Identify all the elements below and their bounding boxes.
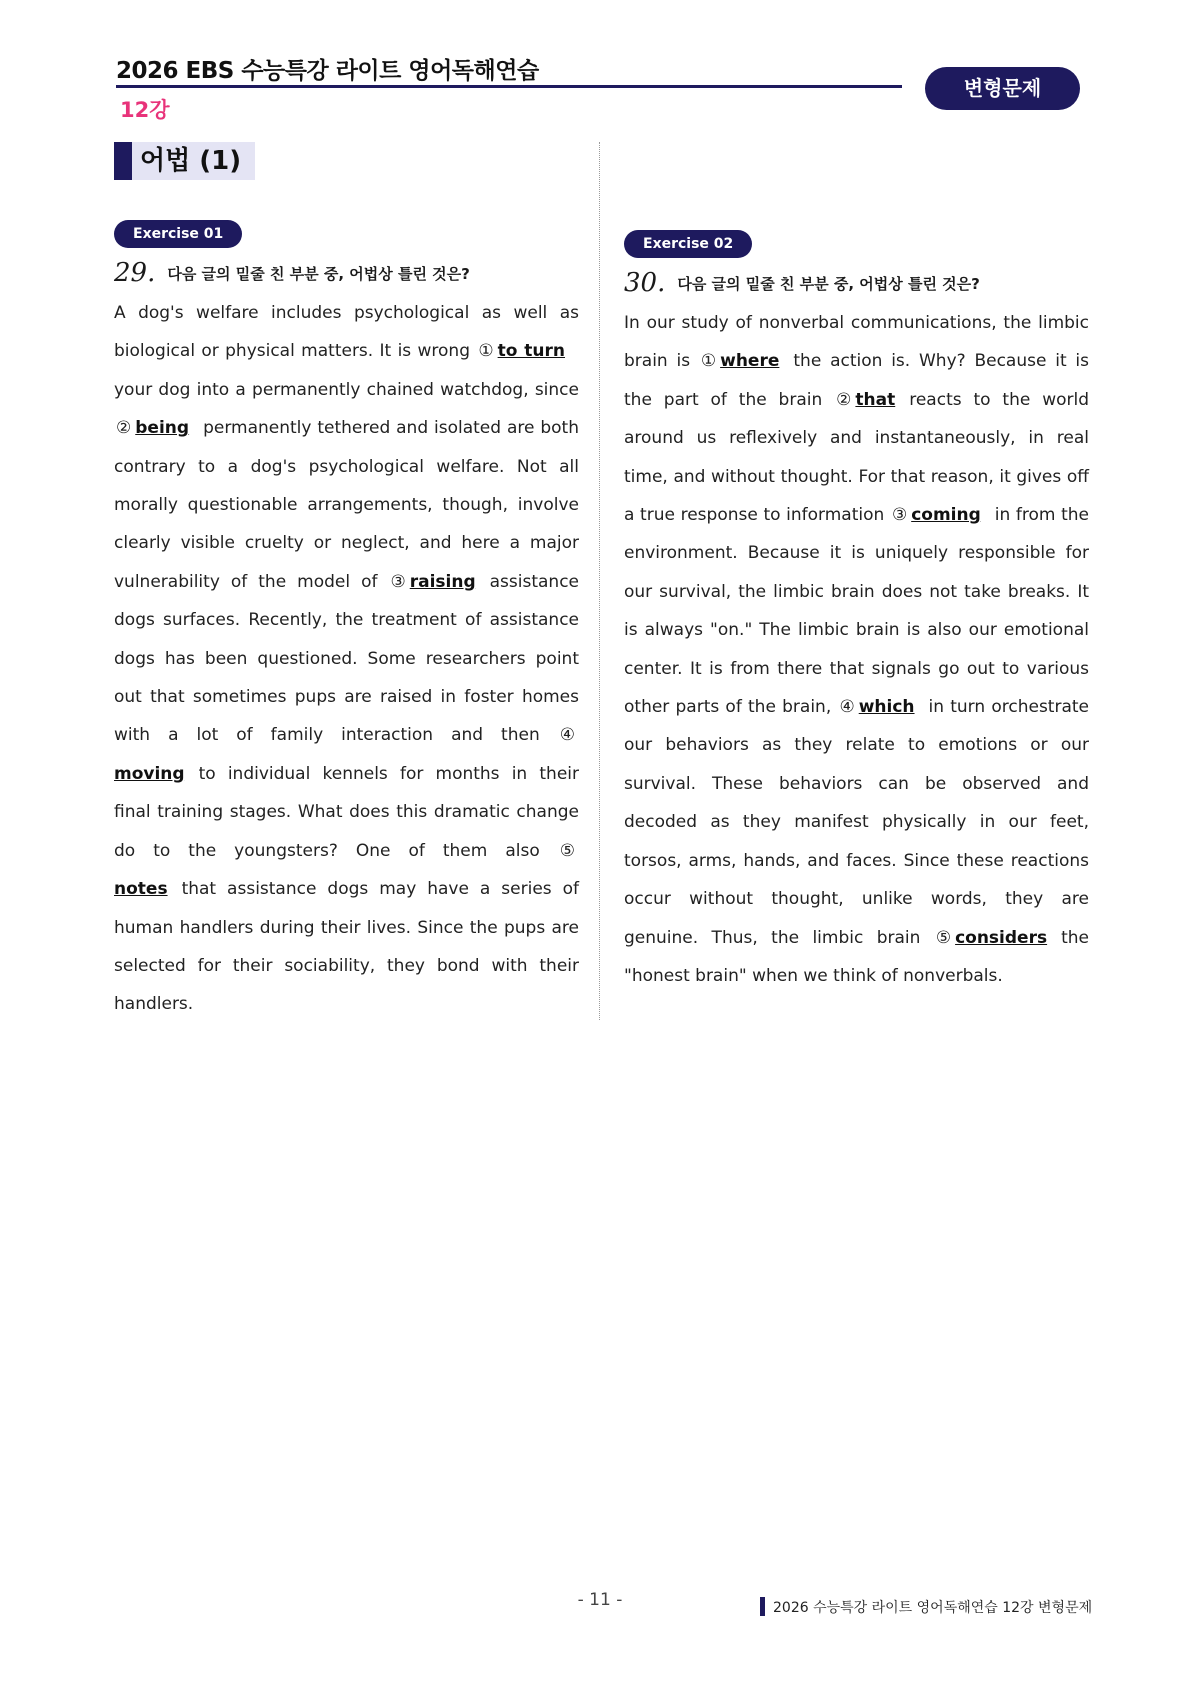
exercise-01	[114, 220, 579, 1024]
underlined-choice: coming	[911, 505, 981, 526]
passage-segment: in from the environment. Because it is uniquely responsible for our survival, the limbic brain does not take breaks. It is always "on." The limbic brain is also our emotional center. It is from there that signals go out to various other parts of the brain,	[624, 505, 1090, 718]
passage-segment: In our study of nonverbal communications, the limbic brain is	[624, 313, 1089, 372]
passage-segment: assistance dogs surfaces. Recently, the treatment of assistance dogs has been questioned. Some researchers point out that sometimes pups are raised in foster homes with a lot of family interaction and then	[114, 571, 579, 746]
choice-marker: ②	[836, 389, 852, 410]
choice-marker: ⑤	[935, 927, 952, 948]
underlined-choice: being	[135, 418, 190, 439]
underlined-choice: moving	[114, 763, 185, 784]
choice-marker: ②	[116, 418, 132, 439]
passage-segment: that assistance dogs may have a series of human handlers during their lives. Since the pups are selected for their sociability, they bond with their handlers.	[114, 879, 579, 1015]
header-rule	[116, 85, 902, 88]
question-number: 30.	[624, 268, 666, 298]
underlined-choice: to turn	[497, 341, 565, 362]
choice-marker: ①	[700, 351, 717, 372]
underlined-choice: which	[858, 697, 915, 718]
underlined-choice: raising	[409, 571, 476, 592]
underlined-choice: where	[720, 351, 780, 372]
passage-segment: reacts to the world around us reflexively and instantaneously, in real time, and without thought. For that reason, it gives off a true response to information	[624, 389, 1090, 526]
passage-segment: in turn orchestrate our behaviors as they relate to emotions or our survival. These behaviors can be observed and decoded as they manifest physically in our feet, torsos, arms, hands, and faces. Since these reactions occur without thought, unlike words, they are genuine. Thus, the limbic brain	[624, 697, 1089, 948]
exercise-pill: Exercise 01	[114, 220, 242, 248]
question-prompt: 다음 글의 밑줄 친 부분 중, 어법상 틀린 것은?	[167, 264, 470, 283]
choice-marker: ①	[478, 341, 494, 362]
passage-text	[624, 304, 1089, 995]
section-heading	[114, 142, 255, 180]
question-prompt: 다음 글의 밑줄 친 부분 중, 어법상 틀린 것은?	[677, 274, 980, 293]
footer-bar	[760, 1597, 765, 1616]
footer-title: 2026 수능특강 라이트 영어독해연습 12강 변형문제	[773, 1600, 1093, 1616]
passage-segment: permanently tethered and isolated are both contrary to a dog's psychological welfare. Not all morally questionable arrangements, though, involve clearly visible cruelty or neglect, and here a major vulnerability of the model of	[114, 418, 579, 592]
exercise-02	[624, 230, 1089, 995]
passage-text	[114, 294, 579, 1024]
passage-segment: the "honest brain" when we think of nonverbals.	[624, 927, 1089, 986]
page-number: - 11 -	[577, 1590, 623, 1610]
underlined-choice: notes	[114, 879, 168, 900]
exercise-pill: Exercise 02	[624, 230, 752, 258]
passage-segment: your dog into a permanently chained watchdog, since	[114, 379, 579, 400]
choice-marker: ③	[390, 571, 406, 592]
passage-segment: to individual kennels for months in their final training stages. What does this dramatic change do to the youngsters? One of them also	[114, 763, 579, 861]
choice-marker: ⑤	[559, 840, 575, 861]
passage-segment: the action is. Why? Because it is the part of the brain	[624, 351, 1089, 410]
column-divider	[599, 142, 600, 1020]
choice-marker: ④	[839, 697, 855, 718]
section-bar	[114, 142, 132, 180]
question-line	[114, 256, 579, 290]
lesson-number: 12강	[120, 98, 170, 122]
underlined-choice: that	[855, 389, 896, 410]
question-line	[624, 266, 1089, 300]
passage-segment: A dog's welfare includes psychological as well as biological or physical matters. It is wrong	[114, 303, 579, 362]
choice-marker: ③	[891, 505, 908, 526]
document-title: 2026 EBS 수능특강 라이트 영어독해연습	[116, 58, 539, 84]
underlined-choice: considers	[955, 927, 1048, 948]
question-number: 29.	[114, 258, 156, 288]
variant-badge: 변형문제	[925, 67, 1080, 110]
choice-marker: ④	[559, 725, 576, 746]
section-label: 어법 (1)	[132, 142, 255, 180]
